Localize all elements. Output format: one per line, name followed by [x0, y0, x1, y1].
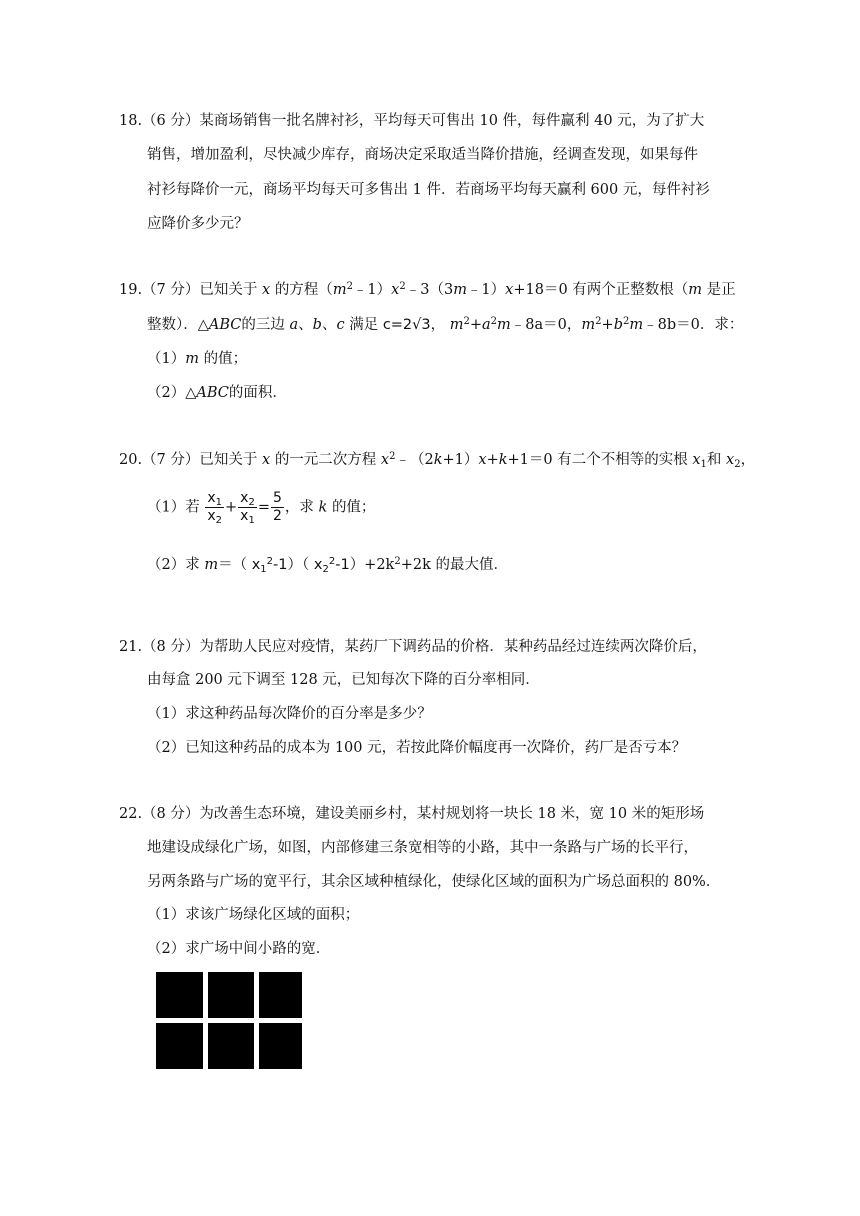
- q19-text: 整数）．△: [147, 317, 209, 333]
- q20-text: 的一元二次方程: [274, 452, 377, 468]
- q20-text: +2k 的最大值．: [400, 557, 509, 573]
- q20-text: ）+2k: [349, 557, 395, 573]
- q19-text: 、: [298, 317, 313, 333]
- q19-equation-1: ﹣8a＝0，: [510, 317, 582, 333]
- q18-line-2: 销售，增加盈利，尽快减少库存，商场决定采取适当降价措施，经调查发现，如果每件: [147, 147, 698, 163]
- q19-condition-formula: c=2√3: [382, 317, 431, 333]
- q19-text: ﹣1）: [466, 282, 506, 298]
- q20-text: ，求: [284, 499, 314, 516]
- q20-line-1: 20.（7 分）已知关于 x 的一元二次方程 $x^2﹣(2k+1)x+k+1=0$ 有二个不相等的实根 $x_1$和 $x_2$，: [119, 451, 756, 470]
- q20-text: ，: [740, 452, 756, 468]
- q19-equation-2: ﹣8b＝0．求：: [643, 317, 744, 333]
- q20-text: 和: [706, 452, 722, 468]
- q19-text: 是正: [706, 282, 736, 298]
- q20-text: （1）若: [147, 499, 200, 516]
- q19-text: 的方程（: [274, 282, 333, 298]
- vertical-road-right: [254, 972, 259, 1069]
- q19-text: +18＝0 有两个正整数根（: [513, 282, 689, 298]
- q22-line-2: 地建设成绿化广场，如图，内部修建三条宽相等的小路，其中一条路与广场的长平行，: [147, 840, 698, 856]
- q19-text: ﹣1）: [352, 282, 392, 298]
- q18-line-3: 衬衫每降价一元，商场平均每天可多售出 1 件．若商场平均每天赢利 600 元，每件衬衫: [147, 182, 710, 198]
- q20-part-1: （1）若 $\frac{x_1}{x_2}$ + $\frac{x_2}{x_1}$ = $\frac{5}{2}$ ，求 k 的值；: [147, 490, 376, 526]
- q19-text: 满足: [349, 317, 379, 333]
- q20-part-2: （2）求 m＝（ $x_1^2-1$）（ $x_2^2-1)+2k^2+2k$ 的最大值．: [147, 556, 509, 575]
- q20-text: ＝（: [218, 557, 248, 573]
- q19-text: 、: [321, 317, 337, 333]
- q19-part-1: （1）m 的值；: [147, 351, 248, 367]
- q19-text: ，: [430, 317, 446, 333]
- q21-part-2: （2）已知这种药品的成本为 100 元，若按此降价幅度再一次降价，药厂是否亏本？: [147, 740, 687, 756]
- q20-head: 20.（7 分）已知关于: [119, 452, 258, 468]
- fraction-x2-over-x1: $\frac{x_2}{x_1}$: [240, 490, 255, 526]
- q20-text: 的值；: [331, 499, 376, 516]
- q22-part-2: （2）求广场中间小路的宽．: [147, 941, 331, 957]
- q22-line-3: 另两条路与广场的宽平行，其余区域种植绿化，使绿化区域的面积为广场总面积的 80%．: [147, 874, 721, 890]
- q22-line-1: 22.（8 分）为改善生态环境，建设美丽乡村，某村规划将一块长 18 米，宽 10 米的矩形场: [119, 806, 705, 822]
- q18-line-1: 18.（6 分）某商场销售一批名牌衬衫，平均每天可售出 10 件，每件赢利 40 元，为了扩大: [119, 113, 705, 129]
- q19-part-2: （2）△ABC的面积．: [147, 385, 287, 401]
- q20-text: +1）: [442, 452, 479, 468]
- q20-text: （2）求: [147, 557, 200, 573]
- q19-text: 的面积．: [228, 385, 287, 401]
- q19-head: 19.（7 分）已知关于: [119, 282, 258, 298]
- q22-part-1: （1）求该广场绿化区域的面积；: [147, 907, 360, 923]
- q19-text: （2）△: [147, 385, 197, 401]
- x1-squared-minus-1: $x_1^2-1$: [247, 556, 288, 575]
- x2-squared-minus-1: $x_2^2-1$: [309, 556, 350, 575]
- q21-line-1: 21.（8 分）为帮助人民应对疫情，某药厂下调药品的价格．某种药品经过连续两次降价后，: [119, 639, 707, 655]
- q19-line-2: 整数）．△ABC的三边 a、b、c 满足 c=2√3， $m^2+a^2m﹣8a=0$，$m^2+b^2m﹣8b=0$．求：: [147, 316, 744, 333]
- q21-line-2: 由每盒 200 元下调至 128 元，已知每次下降的百分率相同．: [147, 672, 540, 688]
- q20-text: +1＝0 有二个不相等的实根: [507, 452, 688, 468]
- q19-line-1: 19.（7 分）已知关于 x 的方程$(m^2﹣1)x^2﹣3(3m﹣1)x+18=0$ 有两个正整数根（m 是正: [119, 281, 736, 298]
- q19-text: 的三边: [241, 317, 285, 333]
- horizontal-road: [156, 1018, 302, 1023]
- vertical-road-left: [203, 972, 208, 1069]
- q19-text: 的值；: [203, 351, 248, 367]
- q19-text: ﹣3（3: [405, 282, 454, 298]
- q19-text: （1）: [147, 351, 186, 367]
- fraction-five-halves: $\frac{5}{2}$: [273, 490, 282, 524]
- q20-text: ）（: [287, 557, 310, 573]
- q18-line-4: 应降价多少元？: [147, 216, 249, 232]
- q20-text: ﹣（2: [395, 452, 434, 468]
- plaza-figure: [156, 972, 302, 1069]
- fraction-x1-over-x2: $\frac{x_1}{x_2}$: [207, 490, 223, 526]
- q21-part-1: （1）求这种药品每次降价的百分率是多少？: [147, 706, 432, 722]
